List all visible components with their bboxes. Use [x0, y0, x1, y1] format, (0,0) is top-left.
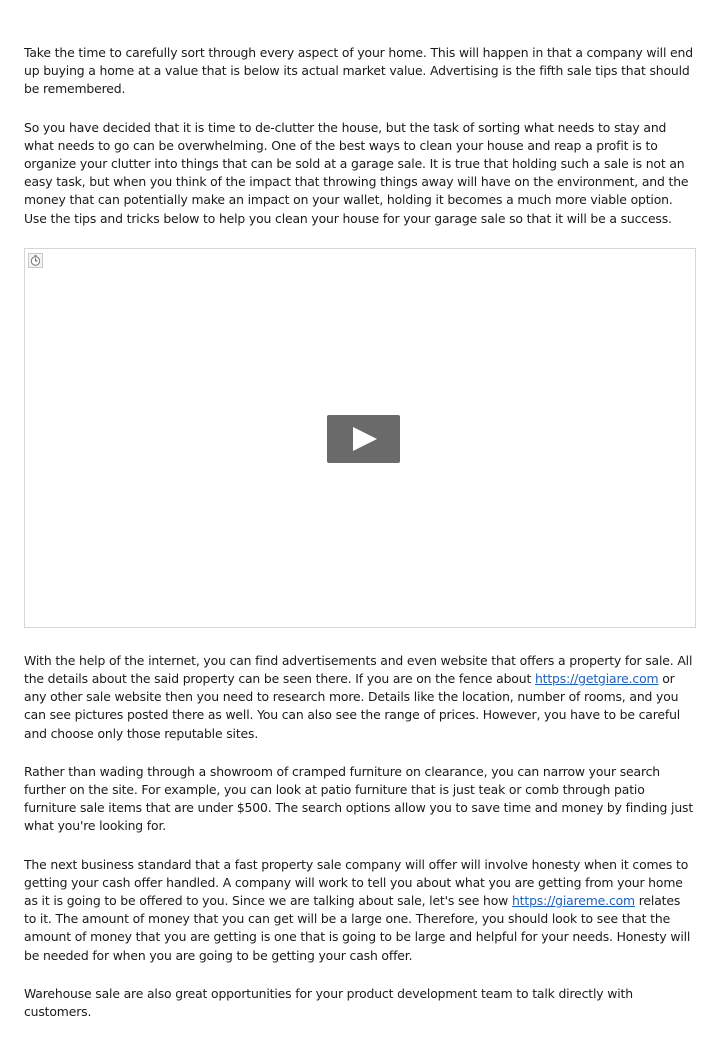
paragraph-1: Take the time to carefully sort through every aspect of your home. This will happen in that a company will end up buying a home at a value that is below its actual market value. Advertising is the fifth sale tips that should be remembered.	[24, 45, 693, 97]
paragraph-6: Warehouse sale are also great opportunities for your product development team to talk directly with customers.	[24, 985, 633, 1020]
paragraph-4: Rather than wading through a showroom of cramped furniture on clearance, you can narrow your search further on the site. For example, you can look at patio furniture that is just teak or comb through patio furniture sale items that are under $500. The search options allow you to save time and money by finding just what you're looking for.	[24, 763, 694, 834]
article-body	[24, 44, 696, 1041]
paragraph-5-text-start: The next business standard that a fast property sale company will offer will involve honesty when it comes to getting your cash offer handled. A company will work to tell you about what you are getting from your home as it is going to be offered to you. Since we are talking about sale, let's see how	[24, 856, 689, 909]
paragraph-2: So you have decided that it is time to de-clutter the house, but the task of sorting what needs to stay and what needs to go can be overwhelming. One of the best ways to clean your house and reap a profit is to organize your clutter into things that can be sold at a garage sale. It is true that holding such a sale is not an easy task, but when you think of the impact that throwing things away will have on the environment, and the money that can potentially make an impact on your wallet, holding it becomes a much more viable option. Use the tips and tricks below to help you clean your house for your garage sale so that it will be a success.	[24, 119, 689, 226]
link-getgiare[interactable]: https://getgiare.com	[534, 671, 659, 687]
clock-icon	[28, 253, 43, 268]
paragraph-3-text-start: With the help of the internet, you can find advertisements and even website that offers a property for sale. All the details about the said property can be seen there. If you are on the fence about	[24, 652, 693, 687]
play-button[interactable]	[327, 415, 400, 463]
paragraph-5	[24, 856, 696, 965]
paragraph-5-text-end: relates to it. The amount of money that you can get will be a large one. Therefore, you should look to see that the amount of money that you are getting is one that is going to be large and helpful for your needs. Honesty will be needed for when you are going to be getting your cash offer.	[24, 893, 691, 963]
video-embed[interactable]	[24, 248, 696, 628]
paragraph-3	[24, 652, 696, 743]
paragraph-3-text-end: or any other sale website then you need to research more. Details like the location, number of rooms, and you can see pictures posted there as well. You can also see the range of prices. However, you have to be careful and choose only those reputable sites.	[24, 671, 681, 741]
play-icon	[327, 415, 400, 463]
link-giareme[interactable]: https://giareme.com	[511, 893, 635, 909]
